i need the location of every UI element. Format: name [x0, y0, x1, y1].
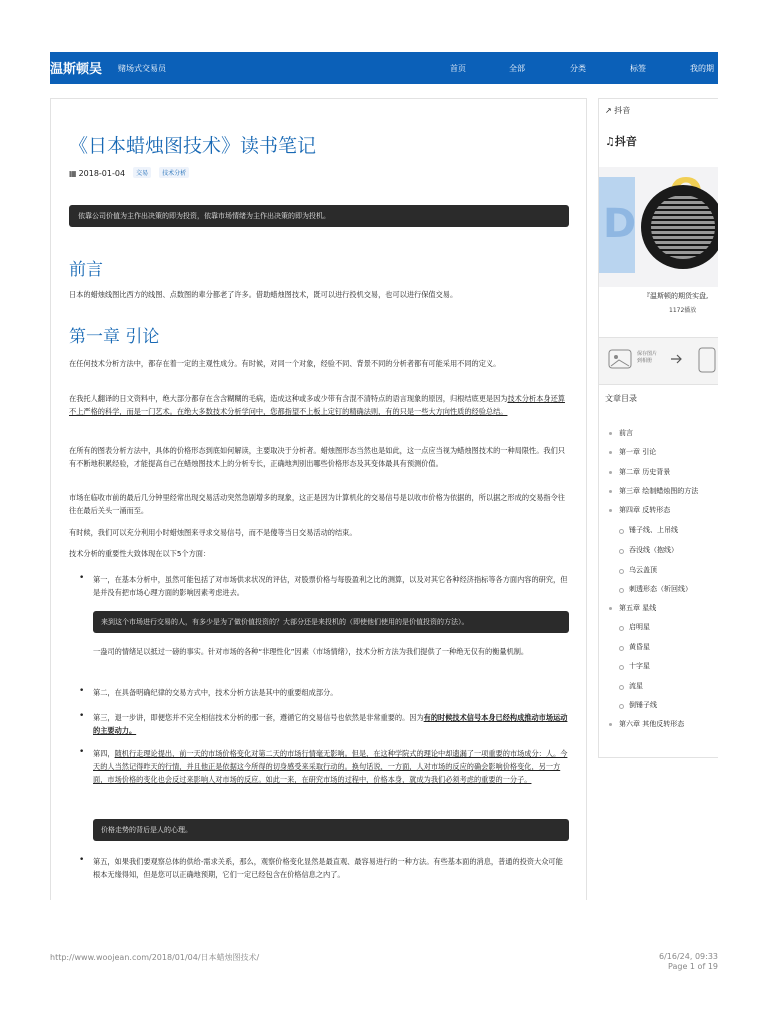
toc-subitem-bullet	[619, 549, 624, 554]
bullet-marker: •	[79, 747, 85, 757]
toc-subitem[interactable]: 启明星	[629, 623, 650, 631]
toc-subitem[interactable]: 流星	[629, 682, 643, 690]
article-container	[50, 98, 587, 900]
douyin-logo-text: 抖音	[614, 135, 637, 148]
article-meta	[69, 167, 189, 178]
list-item	[93, 711, 569, 737]
section-heading-chapter1: 第一章 引论	[69, 327, 160, 347]
qr-pattern	[651, 195, 715, 259]
list-item: 第五，如果我们要观察总体的供给-需求关系，那么，观察价格变化显然是最直观、最容易进行的一种方法。有些基本面的消息，普通的投资大众可能根本无缘得知，但是您可以正确地预期，它们一定已经包含在价格信息之内了。	[93, 857, 563, 879]
toc-subitem-bullet	[619, 569, 624, 574]
top-navbar	[50, 52, 718, 84]
toc-item-bullet	[609, 723, 612, 726]
list-item: 第二，在具备明确纪律的交易方式中，技术分析方法是其中的重要组成部分。	[93, 688, 338, 697]
toc-item-bullet	[609, 490, 612, 493]
toc-item[interactable]: 前言	[619, 429, 633, 437]
nav-all[interactable]: 全部	[509, 64, 525, 73]
toc-item[interactable]: 第四章 反转形态	[619, 506, 671, 514]
paragraph	[69, 392, 569, 418]
bullet-marker: •	[79, 573, 85, 583]
save-to-album-text: 保存图片 到相册	[637, 351, 658, 364]
toc-subitem-bullet	[619, 646, 624, 651]
toc-item-bullet	[609, 451, 612, 454]
toc-subitem[interactable]: 倒锤子线	[629, 701, 657, 709]
toc-subitem[interactable]: 刺透形态（斩回线）	[629, 585, 692, 593]
paragraph: 日本的蜡烛线图比西方的线图、点数图的辈分都老了许多。借助蜡烛图技术，既可以进行投机交易，也可以进行保值交易。	[69, 290, 458, 299]
douyin-play-count: 1172播放	[669, 307, 697, 314]
toc-item[interactable]: 第一章 引论	[619, 448, 657, 456]
toc-subitem-bullet	[619, 588, 624, 593]
bullet-marker: •	[79, 686, 85, 696]
toc-subitem-bullet	[619, 529, 624, 534]
toc-subitem[interactable]: 十字星	[629, 662, 650, 670]
article-date: 2018-01-04	[78, 169, 126, 178]
external-link-icon: ↗	[605, 106, 612, 115]
douyin-card	[598, 98, 718, 386]
toc-subitem-bullet	[619, 665, 624, 670]
paragraph: 在所有的图表分析方法中，具体的价格形态到底如何解读，主要取决于分析者。蜡烛图形态当然也是如此，这一点应当视为蜡烛图技术的一种局限性。我们只有不断地积累经验，才能提高自己在蜡烛图技术上的分析专长，正确地判别出哪些价格形态及其变体最具有预测价值。	[69, 446, 565, 468]
underlined-text: 随机行走理论提出，前一天的市场价格变化对第二天的市场行情毫无影响。但是，在这种学院式的理论中却遗漏了一项重要的市场成分：人。今天的人当然记得昨天的行情，并且他正是依据这今所得的切身感受来采取行动的。换句话说，一方面，人对市场的反应的确会影响价格变化，另一方面，市场价格的变化也会反过来影响人对市场的反应。如此一来，在研究市场的过程中，价格本身，就成为我们必须考虑的重要的一分子。	[93, 749, 568, 784]
footer-url: http://www.woojean.com/2018/01/04/日本蜡烛图技术/	[50, 953, 260, 962]
toc-card	[598, 384, 718, 758]
blockquote: 依靠公司价值为主作出决策的即为投资，依靠市场情绪为主作出决策的即为投机。	[69, 205, 569, 227]
list-item	[93, 747, 569, 786]
douyin-card-header[interactable]	[605, 105, 630, 116]
scan-steps	[599, 337, 718, 386]
nav-home[interactable]: 首页	[450, 64, 466, 73]
calendar-icon: ▦	[69, 169, 77, 178]
list-item-text: 第四，	[93, 749, 115, 758]
toc-subitem-bullet	[619, 685, 624, 690]
list-item-continuation: 一盎司的情绪足以抵过一磅的事实。针对市场的各种“非理性化”因素（市场情绪），技术分析方法为我们提供了一种绝无仅有的衡量机制。	[93, 647, 529, 656]
toc-item-bullet	[609, 509, 612, 512]
site-brand[interactable]: 温斯顿吴	[50, 62, 103, 77]
toc-item-bullet	[609, 607, 612, 610]
douyin-header-label: 抖音	[614, 106, 631, 115]
paragraph-text: 在我托人翻译的日文资料中，绝大部分都存在含含糊糊的毛病，造成这种或多或少带有含混不清特点的语言现象的原因，归根结底更是因为	[69, 394, 508, 403]
footer-datetime: 6/16/24, 09:33	[659, 952, 718, 961]
list-item: 第一，在基本分析中，虽然可能包括了对市场供求状况的评估，对股票价格与每股盈利之比的测算，以及对其它各种经济指标等各方面内容的研究，但是并没有把市场心理方面的影响因素考虑进去。	[93, 575, 568, 597]
nav-categories[interactable]: 分类	[570, 64, 586, 73]
tag-trading[interactable]: 交易	[133, 167, 151, 178]
list-item-text: 第三，退一步讲，即便您并不完全相信技术分析的那一套，遵循它的交易信号也依然是非常重要的。因为	[93, 713, 424, 722]
paragraph: 技术分析的重要性大致体现在以下5个方面：	[69, 549, 211, 558]
toc-title: 文章目录	[605, 394, 637, 403]
toc-item[interactable]: 第六章 其他反转形态	[619, 720, 685, 728]
toc-item[interactable]: 第二章 历史背景	[619, 468, 671, 476]
tag-technical-analysis[interactable]: 技术分析	[159, 167, 189, 178]
toc-item-bullet	[609, 432, 612, 435]
sidebar	[598, 98, 718, 758]
blockquote: 价格走势的背后是人的心理。	[93, 819, 569, 841]
scan-steps-graphic	[599, 338, 718, 386]
douyin-caption: 『温斯顿的期货实盘,	[643, 292, 709, 300]
toc-item[interactable]: 第五章 星线	[619, 604, 657, 612]
nav-my-futures[interactable]: 我的期	[690, 64, 714, 73]
toc-subitem-bullet	[619, 626, 624, 631]
blockquote: 来到这个市场进行交易的人，有多少是为了做价值投资的？大部分还是来投机的（即使他们使用的是价值投资的方法）。	[93, 611, 569, 633]
paragraph: 在任何技术分析方法中，都存在着一定的主观性成分。有时候，对同一个对象，经验不同、背景不同的分析者都有可能采用不同的定义。	[69, 359, 501, 368]
footer-page-number: Page 1 of 19	[668, 962, 718, 971]
paragraph: 有时候，我们可以充分利用小时蜡烛图来寻求交易信号，而不是傻等当日交易活动的结束。	[69, 528, 357, 537]
nav-tags[interactable]: 标签	[630, 64, 646, 73]
svg-text:D: D	[603, 201, 637, 247]
article-title: 《日本蜡烛图技术》读书笔记	[69, 135, 317, 157]
douyin-logo	[605, 133, 637, 149]
toc-subitem[interactable]: 黄昏星	[629, 643, 650, 651]
section-heading-preface: 前言	[69, 260, 103, 280]
douyin-qr-image[interactable]	[599, 167, 718, 287]
site-subtitle: 赌场式交易员	[118, 64, 166, 73]
music-note-icon: ♫	[605, 135, 615, 148]
underlined-text: 有的时候技术信号本身已经构成推动市场运动的主要动力。	[93, 713, 568, 735]
toc-subitem[interactable]: 乌云盖顶	[629, 566, 657, 574]
bullet-marker: •	[79, 855, 85, 865]
paragraph: 市场在临收市前的最后几分钟里经常出现交易活动突然急剧增多的现象，这正是因为计算机化的交易信号是以收市价格为依据的，所以据之形成的交易指令往往在最后关头一涌而至。	[69, 493, 565, 515]
toc-subitem[interactable]: 锤子线、上吊线	[629, 526, 678, 534]
underlined-text: 技术分析本身还算不上严格的科学，而是一门艺术。在绝大多数技术分析学问中，您都指望不上板上定钉的精确法则，有的只是一些大方向性质的经验总结。	[69, 394, 565, 416]
bullet-marker: •	[79, 711, 85, 721]
toc-item-bullet	[609, 471, 612, 474]
toc-subitem[interactable]: 吞没线（抱线）	[629, 546, 678, 554]
toc-subitem-bullet	[619, 704, 624, 709]
toc-item[interactable]: 第三章 绘制蜡烛图的方法	[619, 487, 699, 495]
